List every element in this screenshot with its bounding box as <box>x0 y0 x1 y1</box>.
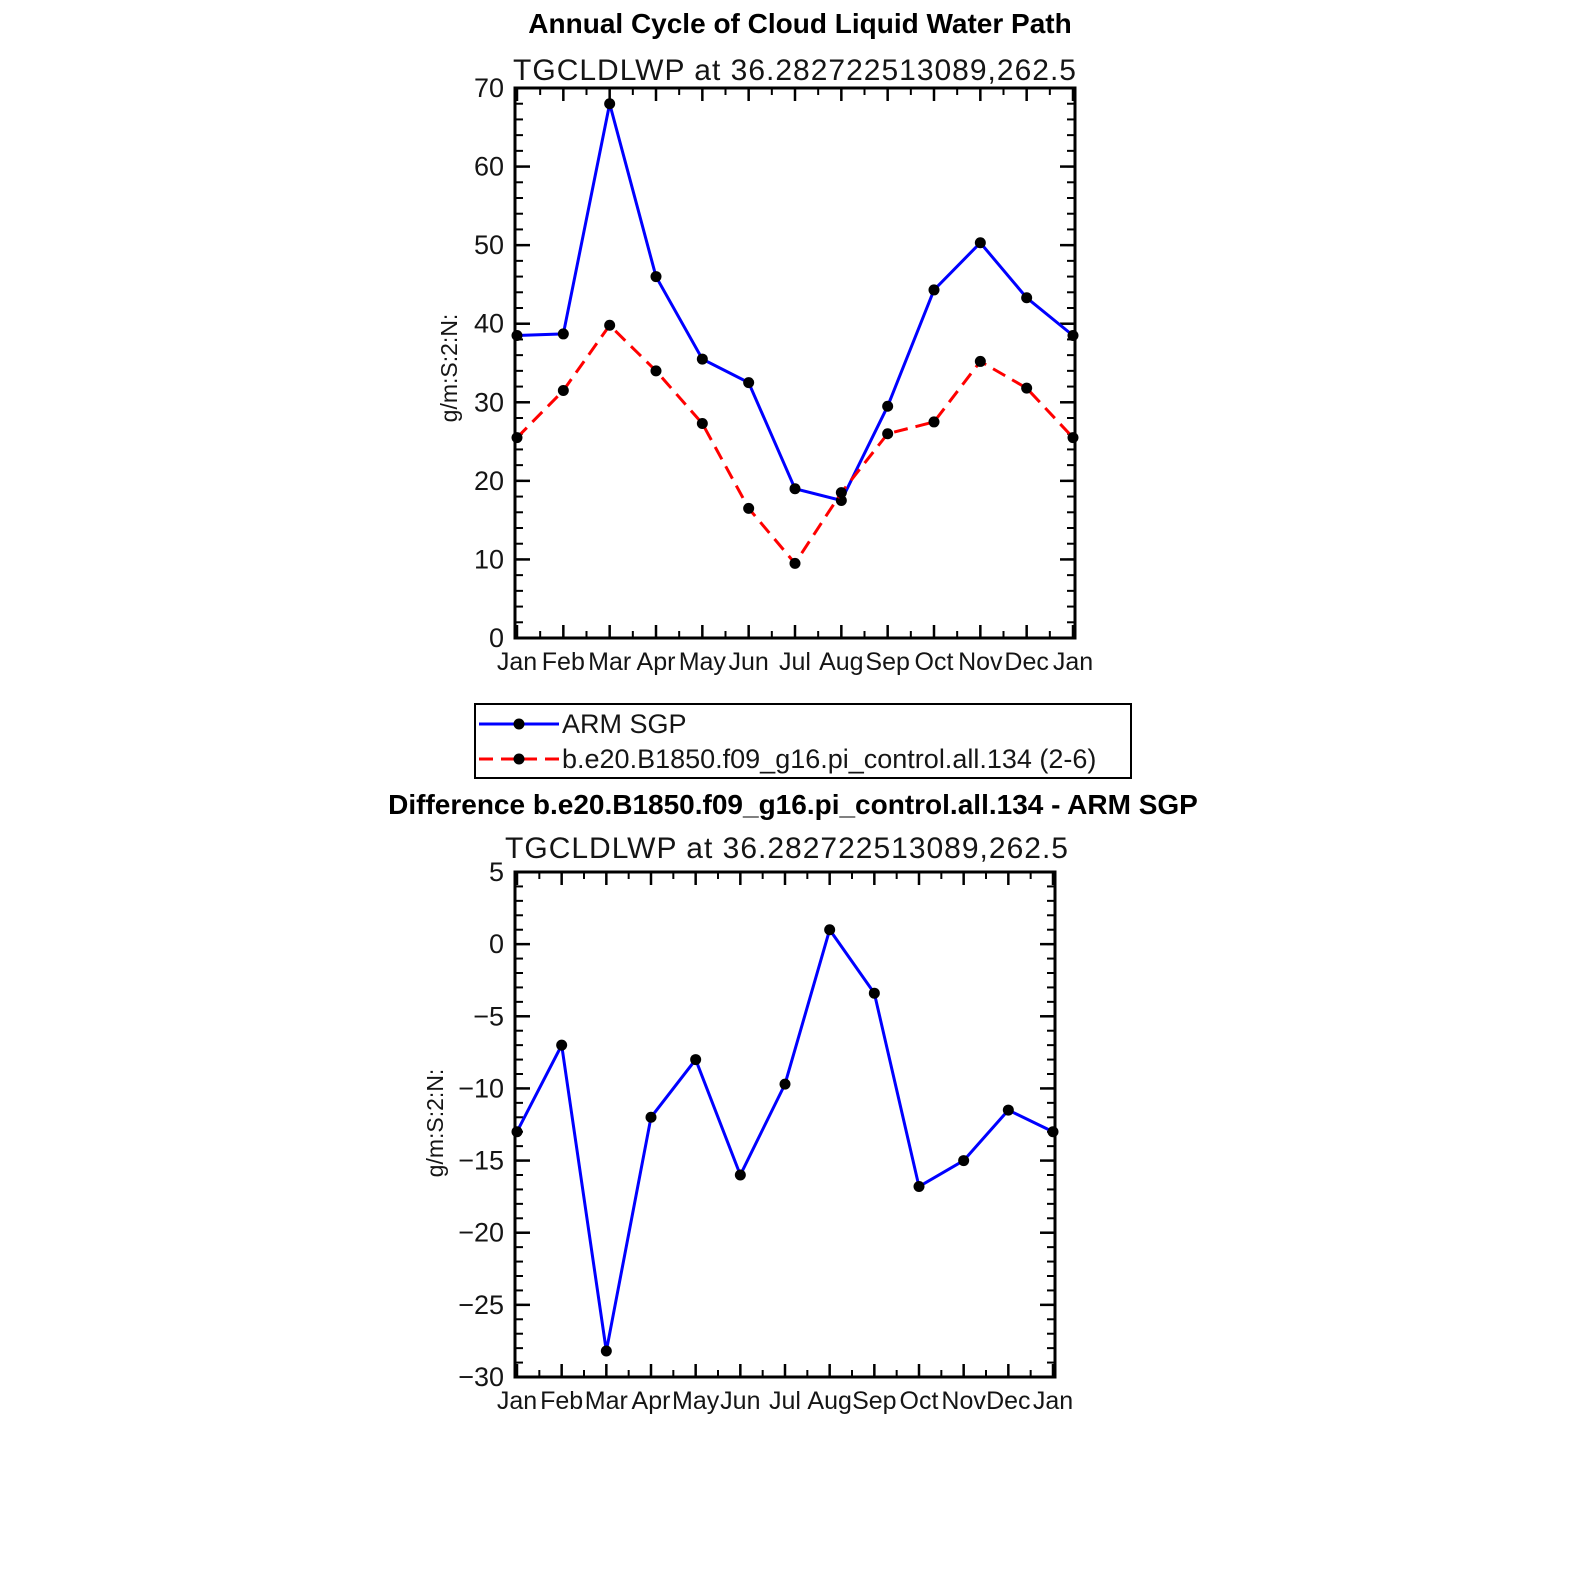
plot-frame <box>515 88 1075 638</box>
plot-frame <box>515 872 1055 1377</box>
data-point-marker <box>646 1112 657 1123</box>
data-point-marker <box>836 487 847 498</box>
data-point-marker <box>929 284 940 295</box>
y-tick-label: 40 <box>473 308 504 339</box>
chart2-subtitle: TGCLDLWP at 36.282722513089,262.5 <box>505 832 1069 865</box>
x-tick-label: Mar <box>588 648 632 676</box>
y-tick-label: −20 <box>458 1217 504 1248</box>
chart2-title: Difference b.e20.B1850.f09_g16.pi_control.all.134 - ARM SGP <box>388 789 1198 820</box>
data-point-marker <box>743 503 754 514</box>
data-point-marker <box>558 328 569 339</box>
x-tick-label: Jan <box>496 1387 538 1415</box>
data-point-marker <box>556 1040 567 1051</box>
x-tick-label: Jan <box>1052 648 1094 676</box>
chart1-plot-area <box>474 73 1093 676</box>
x-tick-label: Jan <box>1032 1387 1074 1415</box>
data-point-marker <box>512 432 523 443</box>
x-tick-label: Nov <box>958 648 1003 676</box>
y-tick-label: −25 <box>458 1289 504 1320</box>
legend-label-model: b.e20.B1850.f09_g16.pi_control.all.134 (2-6) <box>562 744 1097 774</box>
data-point-marker <box>512 1126 523 1137</box>
data-point-marker <box>958 1155 969 1166</box>
x-tick-label: Jan <box>496 648 538 676</box>
x-tick-label: Mar <box>584 1387 628 1415</box>
x-tick-label: Sep <box>852 1387 897 1415</box>
x-tick-label: Apr <box>631 1387 671 1415</box>
x-tick-label: Apr <box>636 648 676 676</box>
legend-label-arm-sgp: ARM SGP <box>562 709 687 739</box>
x-tick-label: Jul <box>769 1387 801 1415</box>
x-tick-label: Aug <box>819 648 864 676</box>
data-point-marker <box>929 416 940 427</box>
data-point-marker <box>882 401 893 412</box>
y-tick-label: 0 <box>488 623 504 653</box>
data-point-marker <box>790 558 801 569</box>
data-point-marker <box>651 271 662 282</box>
y-tick-label: 50 <box>473 230 504 261</box>
data-point-marker <box>697 418 708 429</box>
data-point-marker <box>824 924 835 935</box>
data-point-marker <box>1048 1126 1059 1137</box>
data-point-marker <box>604 320 615 331</box>
data-point-marker <box>651 365 662 376</box>
series-line <box>517 104 1073 501</box>
data-point-marker <box>604 98 615 109</box>
series-line <box>517 325 1073 563</box>
legend <box>475 704 1131 778</box>
data-point-marker <box>690 1054 701 1065</box>
x-tick-label: May <box>672 1387 720 1415</box>
y-tick-label: −10 <box>458 1073 504 1104</box>
data-point-marker <box>975 237 986 248</box>
data-point-marker <box>512 330 523 341</box>
data-point-marker <box>882 428 893 439</box>
chart2-y-axis-label: g/m:S:2:N: <box>422 1068 448 1178</box>
x-tick-label: May <box>678 648 726 676</box>
chart1-subtitle: TGCLDLWP at 36.282722513089,262.5 <box>513 54 1077 87</box>
y-tick-label: −30 <box>458 1362 504 1392</box>
data-point-marker <box>1021 292 1032 303</box>
x-tick-label: Oct <box>914 648 954 676</box>
data-point-marker <box>1003 1105 1014 1116</box>
data-point-marker <box>1068 432 1079 443</box>
x-tick-label: Jul <box>779 648 811 676</box>
data-point-marker <box>735 1170 746 1181</box>
y-tick-label: 60 <box>473 151 504 182</box>
legend-marker-arm-sgp <box>514 719 525 730</box>
x-tick-label: Dec <box>1004 648 1049 676</box>
x-tick-label: Aug <box>807 1387 852 1415</box>
data-point-marker <box>780 1079 791 1090</box>
data-point-marker <box>697 354 708 365</box>
y-tick-label: −15 <box>458 1145 504 1176</box>
x-tick-label: Jun <box>720 1387 761 1415</box>
x-tick-label: Oct <box>899 1387 939 1415</box>
y-tick-label: 70 <box>473 73 504 103</box>
data-point-marker <box>601 1346 612 1357</box>
chart1-y-axis-label: g/m:S:2:N: <box>436 313 462 423</box>
x-tick-label: Sep <box>865 648 910 676</box>
data-point-marker <box>914 1181 925 1192</box>
data-point-marker <box>975 356 986 367</box>
y-tick-label: 30 <box>473 387 504 418</box>
chart1-title: Annual Cycle of Cloud Liquid Water Path <box>528 8 1072 39</box>
x-tick-label: Feb <box>540 1387 584 1415</box>
y-tick-label: 10 <box>473 544 504 575</box>
data-point-marker <box>869 988 880 999</box>
x-tick-label: Feb <box>541 648 585 676</box>
series-line <box>517 930 1053 1351</box>
data-point-marker <box>1068 330 1079 341</box>
y-tick-label: 0 <box>488 929 504 960</box>
data-point-marker <box>1021 383 1032 394</box>
y-tick-label: 5 <box>488 857 504 887</box>
x-tick-label: Jun <box>728 648 769 676</box>
data-point-marker <box>790 483 801 494</box>
x-tick-label: Dec <box>986 1387 1031 1415</box>
x-tick-label: Nov <box>941 1387 986 1415</box>
y-tick-label: −5 <box>473 1001 504 1032</box>
data-point-marker <box>743 377 754 388</box>
data-point-marker <box>558 385 569 396</box>
y-tick-label: 20 <box>473 465 504 496</box>
legend-marker-model <box>514 754 525 765</box>
chart2-plot-area <box>458 857 1073 1415</box>
